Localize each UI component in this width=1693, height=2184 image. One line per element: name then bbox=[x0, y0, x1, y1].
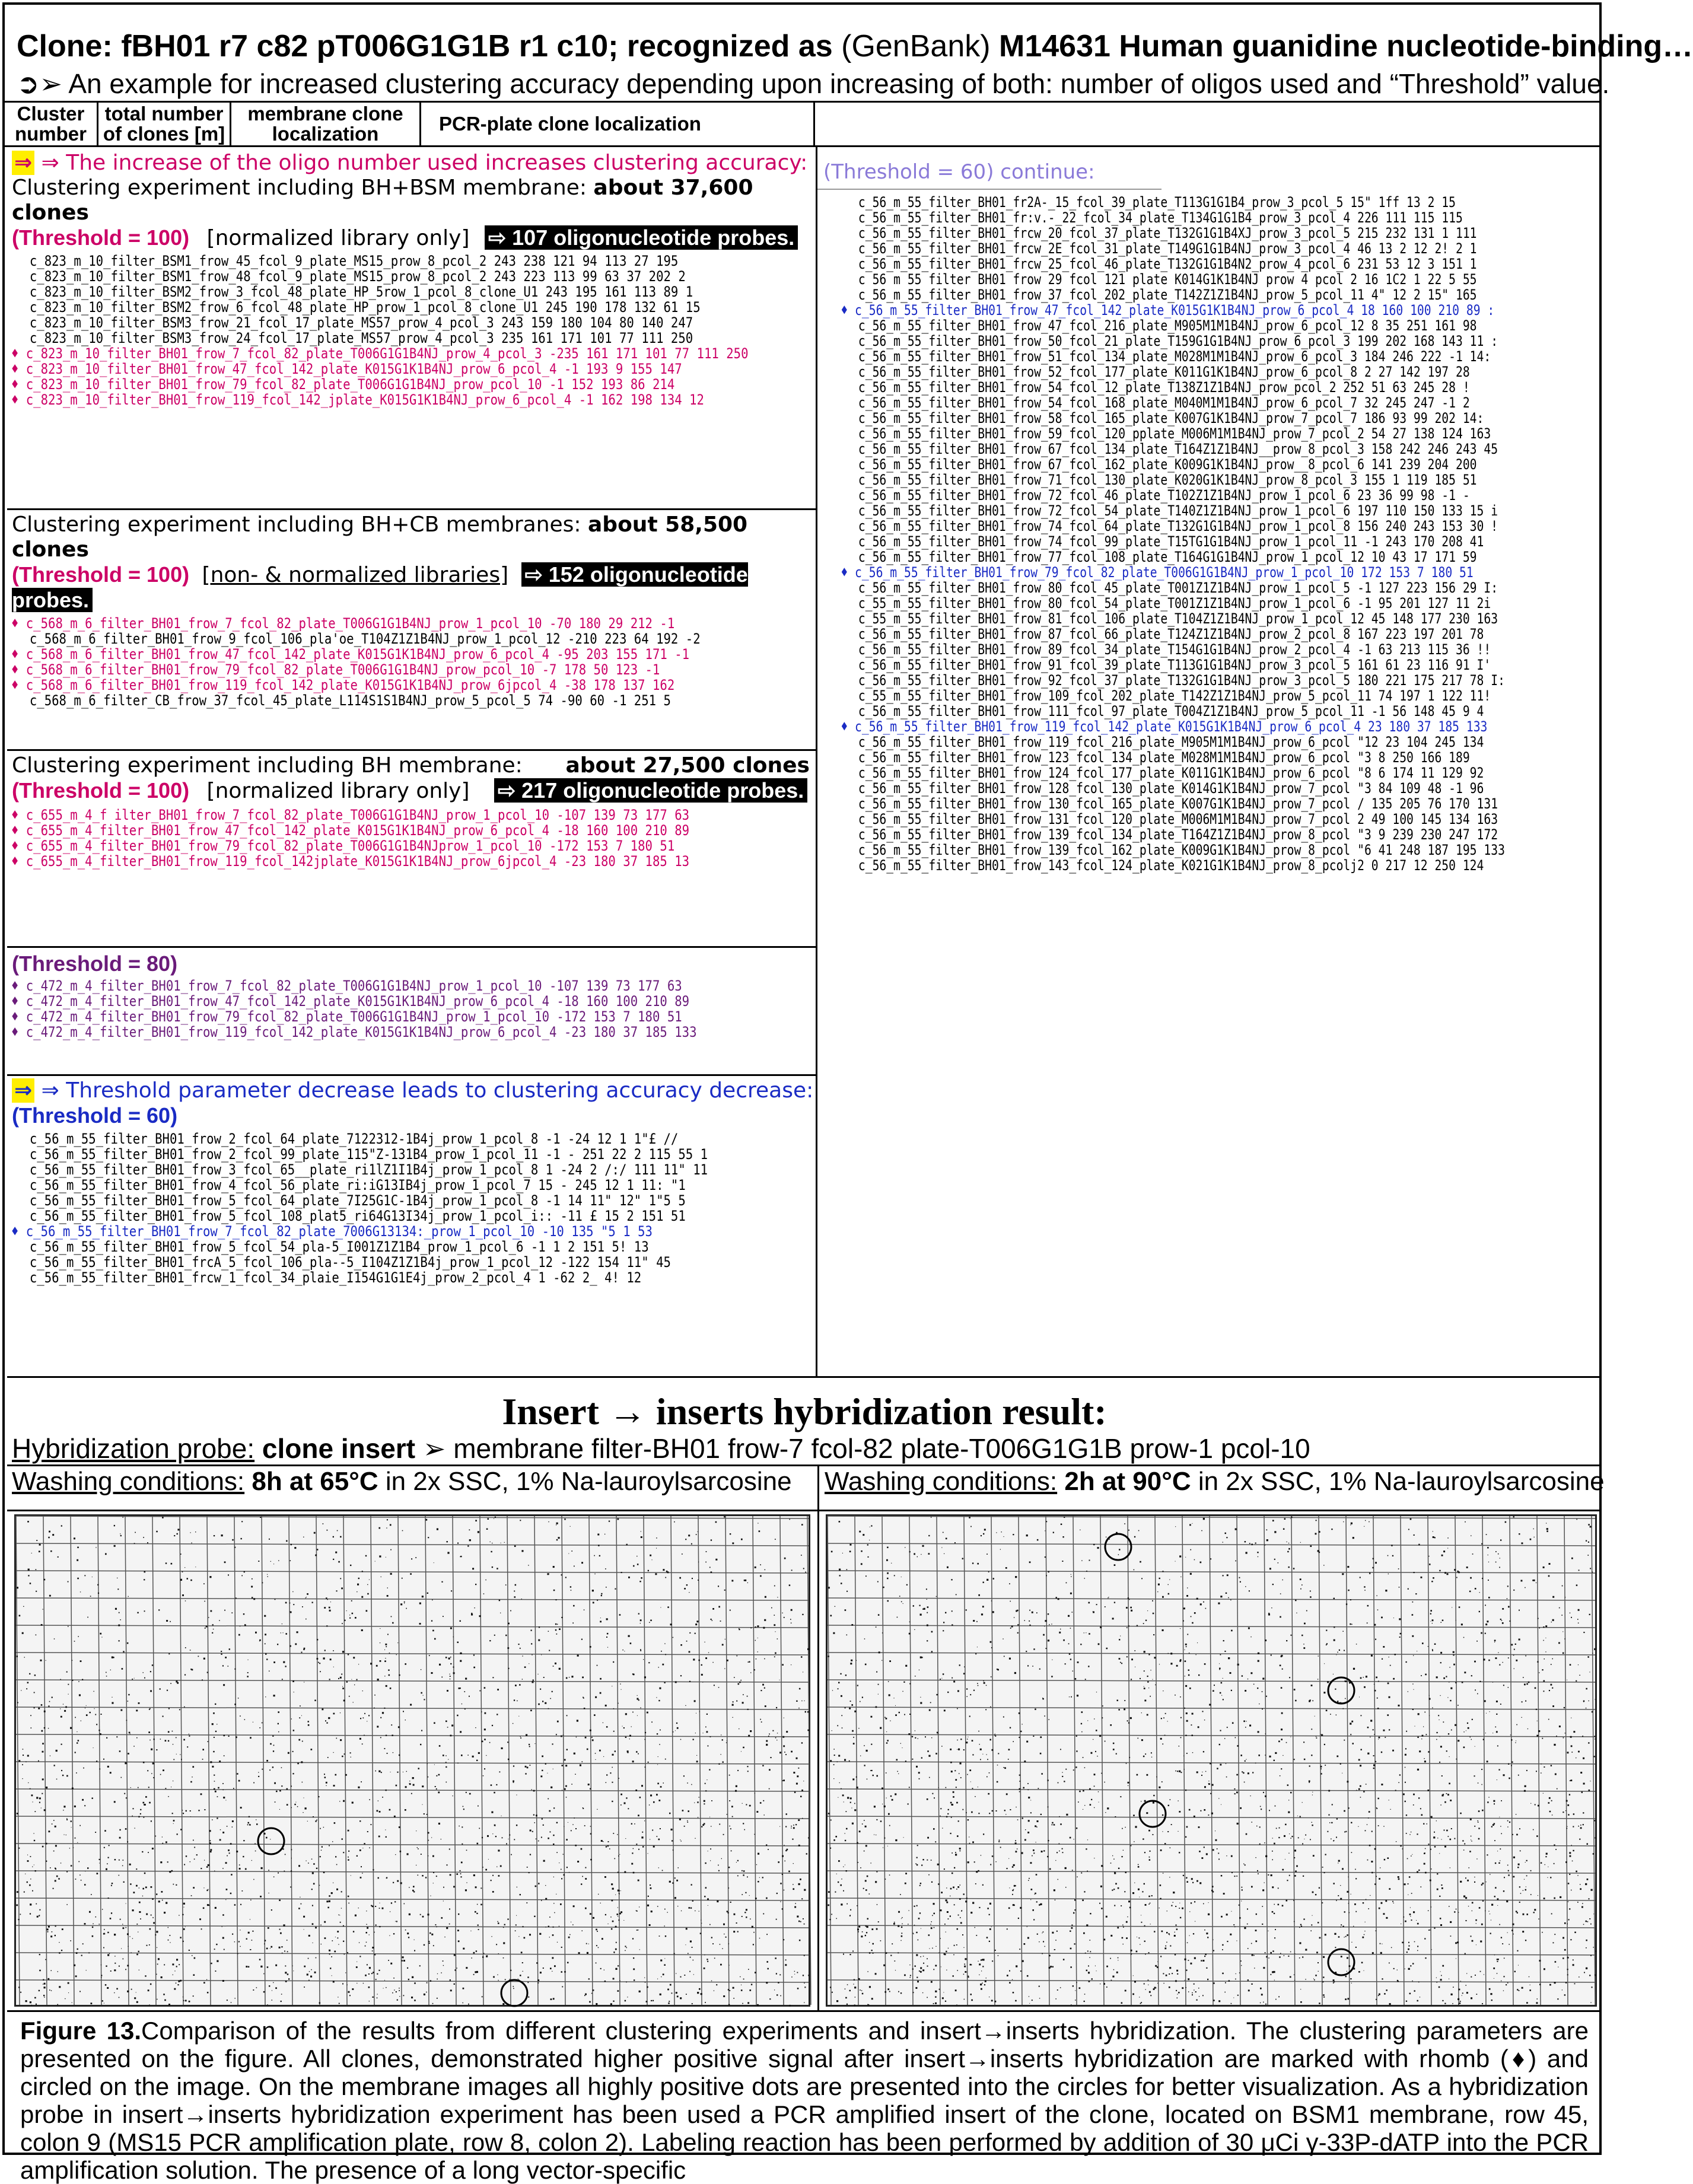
membrane-image-65c bbox=[14, 1514, 810, 2007]
cluster-row: c_56_m_55_filter_BH01_frow_54_fcol_12_plate_T138Z1Z1B4NJ_prow_pcol_2 252 51 63 245 28 ! bbox=[858, 379, 1470, 396]
cluster-row: ♦ c_472_m_4_filter_BH01_frow_47_fcol_142_plate_K015G1K1B4NJ_prow_6_pcol_4 -18 160 100 210 89 bbox=[11, 993, 690, 1010]
cluster-row: c_56_m_55_filter_BH01_frcw_25_fcol_46_plate_T132G1G1B4N2_prow_4_pcol_6 231 53 12 3 151 1 bbox=[858, 256, 1477, 272]
cluster-rows bbox=[7, 1129, 708, 1286]
cluster-row: c_56_m_55_filter_BH01_frow_47_fcol_216_plate_M905M1M1B4NJ_prow_6_pcol_12 8 35 251 161 98 bbox=[858, 317, 1477, 334]
experiment-label: Clustering experiment including BH+BSM membrane: bbox=[12, 176, 587, 200]
cluster-row: c_56_m_55_filter_BH01_frow_91_fcol_39_plate_T113G1G1B4NJ_prow_3_pcol_5 161 61 23 116 91 I' bbox=[858, 657, 1491, 673]
threshold-label: (Threshold = 100) bbox=[12, 562, 190, 587]
caption-label: Figure 13. bbox=[20, 2017, 142, 2045]
hybridization-title: Insert → inserts hybridization result: bbox=[502, 1390, 1107, 1432]
cluster-row: ♦ c_823_m_10_filter_BH01_frow_47_fcol_142_plate_K015G1K1B4NJ_prow_6_pcol_4 -1 193 9 155 147 bbox=[11, 361, 682, 377]
cluster-row: c_56_m_55_filter_BH01_frcw_1_fcol_34_plaie_I154G1G1E4j_prow_2_pcol_4 1 -62 2_ 4! 12 bbox=[29, 1269, 642, 1286]
cluster-row: c_56_m_55_filter_BH01_frow_123_fcol_134_plate_M028M1M1B4NJ_prow_6_pcol "3 8 250 166 189 bbox=[858, 749, 1470, 766]
cluster-row: c_823_m_10_filter_BSM3_frow_21_fcol_17_plate_MS57_prow_4_pcol_3 243 159 180 104 80 140 247 bbox=[29, 314, 693, 331]
cluster-row: c_56_m_55_filter_BH01_frow_71_fcol_130_plate_K020G1K1B4NJ_prow_8_pcol_3 155 1 119 185 51 bbox=[858, 472, 1477, 488]
cluster-rows bbox=[7, 251, 749, 408]
col-pcr-plate-localization: PCR-plate clone localization bbox=[421, 103, 815, 145]
section-threshold-60 bbox=[7, 1076, 816, 1376]
title-genbank: (GenBank) bbox=[841, 29, 1000, 63]
probe-name: clone insert bbox=[262, 1433, 416, 1464]
cluster-rows bbox=[817, 190, 1505, 874]
probe-description: ➢ membrane filter-BH01 frow-7 fcol-82 plate-T006G1G1B prow-1 pcol-10 bbox=[415, 1433, 1310, 1464]
cluster-row: c_56_m_55_filter_BH01_frow_37_fcol_202_plate_T142Z1Z1B4NJ_prow_5_pcol_11 4" 12 2 15" 165 bbox=[858, 286, 1477, 303]
title-gene: M14631 Human guanidine nucleotide-binding… bbox=[999, 29, 1693, 63]
cluster-row: ♦ c_568_m_6_filter_BH01_frow_7_fcol_82_plate_T006G1G1B4NJ_prow_1_pcol_10 -70 180 29 212 -1 bbox=[11, 615, 675, 632]
cluster-row: c_823_m_10_filter_BSM2_frow_3_fcol_48_plate_HP_5row_1_pcol_8_clone_U1 243 195 161 113 89 1 bbox=[29, 284, 693, 300]
library-label: [non- & normalized libraries] bbox=[202, 563, 509, 587]
section-bh-bsm bbox=[7, 147, 816, 510]
cluster-row: ♦ c_655_m_4_filter_BH01_frow_47_fcol_142_plate_K015G1K1B4NJ_prow_6_pcol_4 -18 160 100 210 89 bbox=[11, 822, 690, 839]
cluster-row: c_56_m_55_filter_BH01_frow_72_fcol_46_plate_T102Z1Z1B4NJ_prow_1_pcol_6 23 36 99 98 -1 - bbox=[858, 487, 1470, 504]
cluster-row: c 56 m 55 filter BH01 frow 29 fcol 121 plate K014G1K1B4NJ prow 4 pcol 2 16 1C2 1 22 5 55 bbox=[858, 271, 1477, 288]
right-panel bbox=[817, 147, 1602, 1376]
cluster-row: ♦ c_56_m_55_filter_BH01_frow_119_fcol_142_plate_K015G1K1B4NJ_prow_6_pcol_4 23 180 37 185 133 bbox=[841, 718, 1488, 735]
clone-count: about 37,600 clones bbox=[12, 176, 753, 225]
cluster-row: c_56_m_55_filter_BH01_frow_92_fcol_37_plate_T132G1G1B4NJ_prow_3_pcol_5 180 221 175 217 78 I: bbox=[858, 672, 1505, 689]
cluster-row: c_56_m_55_filter_BH01_frow_4_fcol_56_plate_ri:iG13IB4j_prow_1_pcol_7 15 - 245 12 1 11: "1 bbox=[29, 1177, 686, 1193]
cluster-row: c_823_m_10_filter_BSM3_frow_24_fcol_17_plate_MS57_prow_4_pcol_3 235 161 171 101 77 111 250 bbox=[29, 330, 693, 346]
cluster-row: c_55_m_55_filter_BH01_frow_81_fcol_106_plate_T104Z1Z1B4NJ_prow_1_pcol_12 45 148 177 230 163 bbox=[858, 610, 1498, 627]
cluster-row: ♦ c_823_m_10_filter_BH01_frow_7_fcol_82_plate_T006G1G1B4NJ_prow_4_pcol_3 -235 161 171 101 77 111 250 bbox=[11, 345, 749, 362]
probe-label: Hybridization probe: bbox=[12, 1433, 255, 1464]
cluster-row: c_56_m_55_filter_BH01_frow_139_fcol_162_plate_K009G1K1B4NJ_prow_8_pcol "6 41 248 187 195 133 bbox=[858, 842, 1505, 858]
title-prefix: Clone: fBH01 r7 c82 pT006G1G1B r1 c10; recognized as bbox=[17, 29, 842, 63]
cluster-row: c_56_m_55_filter_BH01_frow_5_fcol_108_plat5_ri64G13I34j_prow_1_pcol_i:: -11 £ 15 2 151 51 bbox=[29, 1208, 686, 1224]
section-bh-cb bbox=[7, 510, 816, 751]
hybridization-probe bbox=[12, 1432, 1310, 1465]
column-header-row bbox=[5, 101, 1599, 147]
cluster-row: c_56_m_55_filter_BH01_frow_74_fcol_99_plate_T15TG1G1B4NJ_prow_1_pcol_11 -1 243 170 208 41 bbox=[858, 533, 1484, 550]
cluster-row: c_568_m_6_filter_BH01_frow_9_fcol_106_pla'oe_T104Z1Z1B4NJ_prow_1_pcol_12 -210 223 64 192 -2 bbox=[29, 631, 701, 647]
cluster-row: c_55_m_55_filter_BH01_frow_80_fcol_54_plate_T001Z1Z1B4NJ_prow_1_pcol_6 -1 95 201 127 11 2i bbox=[858, 595, 1491, 612]
cluster-row: c_56_m_55_filter_BH01_frow_2_fcol_64_plate_7122312-1B4j_prow_1_pcol_8 -1 -24 12 1 1"£ // bbox=[29, 1131, 679, 1147]
cluster-row: c_823_m_10_filter_BSM2_frow_6_fcol_48_plate_HP_prow_1_pcol_8_clone_U1 245 190 178 132 61 15 bbox=[29, 299, 701, 316]
cluster-row: ♦ c_823_m_10_filter_BH01_frow_79_fcol_82_plate_T006G1G1B4NJ_prow_pcol_10 -1 152 193 86 214 bbox=[11, 376, 675, 393]
cluster-row: ♦ c_655_m_4_f ilter_BH01_frow_7_fcol_82_plate_T006G1G1B4NJ_prow_1_pcol_10 -107 139 73 177 63 bbox=[11, 807, 690, 823]
washing-conditions-left bbox=[12, 1467, 813, 1497]
cluster-row: c_56_m_55_filter_BH01_frow_50_fcol_21_plate_T159G1G1B4NJ_prow_6_pcol_3 199 202 168 143 11 : bbox=[858, 333, 1498, 349]
section-intro: ⇒ Threshold parameter decrease leads to clustering accuracy decrease: bbox=[41, 1078, 814, 1103]
section-threshold-80 bbox=[7, 948, 816, 1076]
clone-count: about 27,500 clones bbox=[565, 753, 810, 778]
cluster-row: c_56_m_55_filter_BH01_frow_124_fcol_177_plate_K011G1K1B4NJ_prow_6_pcol "8 6 174 11 129 92 bbox=[858, 765, 1484, 781]
cluster-row: ♦ c_823_m_10_filter_BH01_frow_119_fcol_142_jplate_K015G1K1B4NJ_prow_6_pcol_4 -1 162 198 134 12 bbox=[11, 391, 704, 408]
probe-count-badge: ⇨ 217 oligonucleotide probes. bbox=[494, 778, 807, 803]
cluster-row: c_56_m_55_filter_BH01_frow_5_fcol_64_plate_7I25G1C-1B4j_prow_1_pcol_8 -1 14 11" 12" 1"5 5 bbox=[29, 1192, 686, 1209]
cluster-row: c_56_m_55_filter_BH01_frow_131_fcol_120_plate_M006M1M1B4NJ_prow_7_pcol 2 49 100 145 134 163 bbox=[858, 811, 1498, 827]
experiment-label: Clustering experiment including BH membrane: bbox=[12, 753, 523, 778]
cluster-row: c_56_m_55_filter_BH01_frow_87_fcol_66_plate_T124Z1Z1B4NJ_prow_2_pcol_8 167 223 197 201 78 bbox=[858, 626, 1484, 642]
library-label: [normalized library only] bbox=[206, 779, 470, 803]
cluster-rows bbox=[7, 977, 702, 1040]
clone-count: about 58,500 clones bbox=[12, 512, 748, 562]
cluster-row: c_56_m_55_filter_BH01_frow_67_fcol_162_plate_K009G1K1B4NJ_prow__8_pcol_6 141 239 204 200 bbox=[858, 456, 1477, 473]
col-total-clones: total number of clones [m] bbox=[98, 103, 231, 145]
membrane-dots-90c bbox=[828, 1516, 1595, 2005]
cluster-row: c_56_m_55_filter_BH01_frow_67_fcol_134_plate_T164Z1Z1B4NJ__prow_8_pcol_3 158 242 246 243 45 bbox=[858, 441, 1498, 457]
cluster-row: c_568_m_6_filter_CB_frow_37_fcol_45_plate_L114S1S1B4NJ_prow_5_pcol_5 74 -90 60 -1 251 5 bbox=[29, 692, 671, 709]
cluster-rows bbox=[7, 804, 702, 869]
cluster-row: c_56_m_55_filter_BH01_frcA_5_fcol_106_pla--5_I104Z1Z1B4j_prow_1_pcol_12 -122 154 11" 45 bbox=[29, 1254, 671, 1271]
highlight-arrow: ⇒ bbox=[12, 1078, 34, 1103]
cluster-row: c_56_m_55_filter_BH01_frow_52_fcol_177_plate_K011G1K1B4NJ_prow_6_pcol_8 2 27 142 197 28 bbox=[858, 364, 1470, 380]
membrane-dots-65c bbox=[16, 1516, 809, 2005]
cluster-row: c_56_m_55_filter_BH01_fr2A-_15_fcol_39_plate_T113G1G1B4_prow_3_pcol_5 15" 1ff 13 2 15 bbox=[858, 194, 1456, 211]
cluster-row: c_56_m_55_filter_BH01_frow_72_fcol_54_plate_T140Z1Z1B4NJ_prow_1_pcol_6 197 110 150 133 15 i bbox=[858, 502, 1498, 519]
cluster-row: c_56_m_55_filter_BH01_frow_74_fcol_64_plate_T132G1G1B4NJ_prow_1_pcol_8 156 240 243 153 30 ! bbox=[858, 518, 1498, 534]
cluster-row: ♦ c_568_m_6_filter_BH01_frow_79_fcol_82_plate_T006G1G1B4NJ_prow_pcol_10 -7 178 50 123 -1 bbox=[11, 661, 660, 678]
cluster-row: c_56_m_55_filter_BH01_frow_54_fcol_168_plate_M040M1M1B4NJ_prow_6_pcol_7 32 245 247 -1 2 bbox=[858, 394, 1470, 411]
cluster-row: ♦ c_655_m_4_filter_BH01_frow_79_fcol_82_plate_T006G1G1B4NJprow_1_pcol_10 -172 153 7 180 51 bbox=[11, 838, 675, 854]
col-cluster-number: Cluster number bbox=[5, 103, 98, 145]
cluster-row: c_56_m_55_filter_BH01_fr:v.-_22_fcol_34_plate_T134G1G1B4_prow_3_pcol_4 226 111 115 115 bbox=[858, 209, 1463, 226]
cluster-row: c_56_m_55_filter_BH01_frow_5_fcol_54_pla-5_I001Z1Z1B4_prow_1_pcol_6 -1 1 2 151 5! 13 bbox=[29, 1239, 649, 1255]
cluster-row: c_56_m_55_filter_BH01_frow_119_fcol_216_plate_M905M1M1B4NJ_prow_6_pcol "12 23 104 245 134 bbox=[858, 734, 1484, 750]
cluster-row: c_56_m_55_filter_BH01_frcw_20_fcol_37_plate_T132G1G1B4XJ_prow_3_pcol_5 215 232 131 1 111 bbox=[858, 225, 1477, 241]
cluster-row: c_55_m_55_filter_BH01_frow_109_fcol_202_plate_T142Z1Z1B4NJ_prow_5_pcol_11 74 197 1 122 11! bbox=[858, 687, 1491, 704]
washing-conditions-right bbox=[825, 1467, 1605, 1497]
library-label: [normalized library only] bbox=[206, 226, 470, 250]
cluster-row: c_56_m_55_filter_BH01_frow_111_fcol_97_plate_T004Z1Z1B4NJ_prow_5_pcol_11 -1 56 148 45 9 4 bbox=[858, 703, 1484, 719]
hybridization-section bbox=[7, 1376, 1605, 2184]
cluster-row: c_56_m_55_filter_BH01_frcw_2E_fcol_31_plate_T149G1G1B4NJ_prow_3_pcol_4 46 13 2 12 2! 2 1 bbox=[858, 240, 1477, 257]
probe-count-badge: ⇨ 107 oligonucleotide probes. bbox=[485, 225, 798, 250]
figure-frame bbox=[2, 2, 1693, 2184]
cluster-row: c_56_m_55_filter_BH01_frow_3_fcol_65__plate_ri1lZ1I1B4j_prow_1_pcol_8 1 -24 2 /:/ 111 11" 11 bbox=[29, 1161, 708, 1178]
probe-count-badge: ⇨ 152 oligonucleotide probes. bbox=[12, 562, 748, 612]
cluster-row: ♦ c_56_m_55_filter_BH01_frow_47_fcol_142_plate_K015G1K1B4NJ_prow_6_pcol_4 18 160 100 210 89 : bbox=[841, 302, 1495, 319]
wash-label: Washing conditions: bbox=[12, 1467, 245, 1496]
cluster-row: ♦ c_56_m_55_filter_BH01_frow_7_fcol_82_plate_7006G13134:_prow_1_pcol_10 -10 135 "5 1 53 bbox=[11, 1223, 653, 1240]
cluster-row: c_56_m_55_filter_BH01_frow_77_fcol_108_plate_T164G1G1B4NJ_prow_1_pcol_12 10 43 17 171 59 bbox=[858, 549, 1477, 565]
figure-subtitle: ➲➢ An example for increased clustering accuracy depending upon increasing of both: number of oligos used and “Threshold” value. bbox=[17, 68, 1610, 99]
cluster-row: ♦ c_472_m_4_filter_BH01_frow_119_fcol_142_plate_K015G1K1B4NJ_prow_6_pcol_4 -23 180 37 185 133 bbox=[11, 1024, 697, 1040]
cluster-row: c_56_m_55_filter_BH01_frow_80_fcol_45_plate_T001Z1Z1B4NJ_prow_1_pcol_5 -1 127 223 156 29 I: bbox=[858, 580, 1498, 596]
figure-caption bbox=[7, 2010, 1602, 2184]
experiment-label: Clustering experiment including BH+CB membranes: bbox=[12, 512, 581, 537]
cluster-row: c_823_m_10_filter_BSM1_frow_48_fcol_9_plate_MS15_prow_8_pcol_2 243 223 113 99 63 37 202 2 bbox=[29, 268, 686, 285]
cluster-row: c_56_m_55_filter_BH01_frow_143_fcol_124_plate_K021G1K1B4NJ_prow_8_pcolj2 0 217 12 250 124 bbox=[858, 857, 1484, 874]
continue-heading: (Threshold = 60) continue: bbox=[817, 154, 1161, 190]
cluster-row: ♦ c_568_m_6_filter_BH01_frow_119_fcol_142_plate_K015G1K1B4NJ_prow_6jpcol_4 -38 178 137 162 bbox=[11, 677, 675, 693]
cluster-row: c_56_m_55_filter_BH01_frow_51_fcol_134_plate_M028M1M1B4NJ_prow_6_pcol_3 184 246 222 -1 14: bbox=[858, 348, 1491, 365]
cluster-row: ♦ c_56_m_55_filter_BH01_frow_79_fcol_82_plate_T006G1G1B4NJ_prow_1_pcol_10 172 153 7 180 51 bbox=[841, 564, 1474, 581]
threshold-label: (Threshold = 60) bbox=[12, 1103, 178, 1128]
wash-solution: in 2x SSC, 1% Na-lauroylsarcosine bbox=[1191, 1467, 1605, 1496]
threshold-label: (Threshold = 80) bbox=[12, 951, 178, 976]
cluster-row: c_56_m_55_filter_BH01_frow_59_fcol_120_pplate_M006M1M1B4NJ_prow_7_pcol_2 54 27 138 124 163 bbox=[858, 425, 1491, 442]
cluster-rows bbox=[7, 613, 702, 708]
cluster-row: c_823_m_10_filter_BSM1_frow_45_fcol_9_plate_MS15_prow_8_pcol_2 243 238 121 94 113 27 195 bbox=[29, 253, 679, 269]
cluster-row: c_56_m_55_filter_BH01_frow_58_fcol_165_plate_K007G1K1B4NJ_prow_7_pcol_7 186 93 99 202 14: bbox=[858, 410, 1484, 426]
membrane-image-90c bbox=[826, 1514, 1597, 2007]
cluster-row: ♦ c_472_m_4_filter_BH01_frow_79_fcol_82_plate_T006G1G1B4NJ_prow_1_pcol_10 -172 153 7 180 51 bbox=[11, 1008, 682, 1025]
wash-duration: 2h at 90°C bbox=[1064, 1467, 1191, 1496]
wash-solution: in 2x SSC, 1% Na-lauroylsarcosine bbox=[378, 1467, 792, 1496]
col-membrane-localization: membrane clone localization bbox=[231, 103, 421, 145]
cluster-row: ♦ c_472_m_4_filter_BH01_frow_7_fcol_82_plate_T006G1G1B4NJ_prow_1_pcol_10 -107 139 73 177 63 bbox=[11, 978, 682, 994]
highlight-arrow: ⇒ bbox=[12, 151, 34, 175]
cluster-row: c_56_m_55_filter_BH01_frow_130_fcol_165_plate_K007G1K1B4NJ_prow_7_pcol / 135 205 76 170 131 bbox=[858, 795, 1498, 812]
threshold-label: (Threshold = 100) bbox=[12, 778, 190, 803]
cluster-row: ♦ c_655_m_4_filter_BH01_frow_119_fcol_142jplate_K015G1K1B4NJ_prow_6jpcol_4 -23 180 37 185 13 bbox=[11, 853, 690, 870]
cluster-row: c_56_m_55_filter_BH01_frow_128_fcol_130_plate_K014G1K1B4NJ_prow_7_pcol "3 84 109 48 -1 96 bbox=[858, 780, 1484, 797]
cluster-row: c_56_m_55_filter_BH01_frow_2_fcol_99_plate_115"Z-131B4_prow_1_pcol_11 -1 - 251 22 2 115 55 1 bbox=[29, 1146, 708, 1163]
cluster-row: c_56_m_55_filter_BH01_frow_139_fcol_134_plate_T164Z1Z1B4NJ_prow_8_pcol "3 9 239 230 247 172 bbox=[858, 826, 1498, 843]
section-intro: ⇒ The increase of the oligo number used increases clustering accuracy: bbox=[41, 151, 808, 175]
cluster-row: ♦ c_568_m_6_filter_BH01_frow_47_fcol_142_plate_K015G1K1B4NJ_prow_6_pcol_4 -95 203 155 171 -1 bbox=[11, 646, 690, 663]
wash-label: Washing conditions: bbox=[825, 1467, 1058, 1496]
left-panel bbox=[7, 147, 817, 1376]
caption-text: Comparison of the results from different clustering experiments and insert→inserts hybridization. The clustering parameters are presented on the figure. All clones, demonstrated higher positive signal after insert→inserts hybridization are marked with rhomb (♦) and circled on the image. On the membrane images all highly positive dots are presented into the circles for better visualization. As a hybridization probe in insert→inserts hybridization experiment has been used a PCR amplified insert of the clone, located on BSM1 membrane, row 45, colon 9 (MS15 PCR amplification plate, row 8, colon 2). Labeling reaction has been performed by addition of 30 μCi γ-33P-dATP into the PCR amplification solution. The presence of a long vector-specific bbox=[20, 2017, 1589, 2184]
threshold-label: (Threshold = 100) bbox=[12, 225, 190, 250]
section-bh bbox=[7, 751, 816, 948]
cluster-row: c_56_m_55_filter_BH01_frow_89_fcol_34_plate_T154G1G1B4NJ_prow_2_pcol_4 -1 63 213 115 36 !! bbox=[858, 641, 1491, 658]
figure-title bbox=[17, 28, 1693, 64]
wash-duration: 8h at 65°C bbox=[252, 1467, 378, 1496]
